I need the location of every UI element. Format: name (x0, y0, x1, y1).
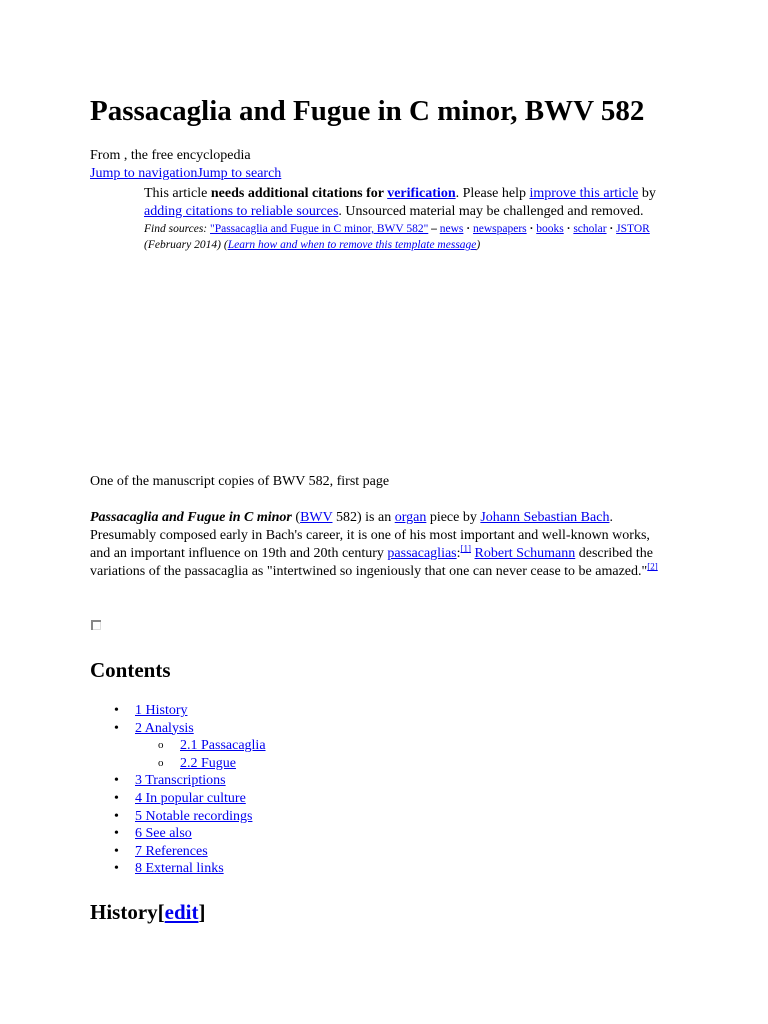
toc-item (90, 808, 266, 826)
toc-item (90, 860, 266, 878)
learn-remove-link[interactable]: Learn how and when to remove this template message (227, 239, 477, 251)
notice-text-segment: . Unsourced material may be challenged and removed. (338, 204, 644, 219)
notice-text (144, 185, 664, 221)
bullet-icon: • (114, 808, 119, 824)
toc-link[interactable]: 1 History (135, 703, 188, 718)
books-link[interactable]: books (536, 223, 564, 235)
toc-link[interactable]: 2.1 Passacaglia (180, 738, 266, 754)
organ-link[interactable]: organ (394, 510, 427, 525)
toc-item (90, 755, 266, 773)
lead-text: ( (291, 510, 301, 525)
lead-text: 582) is an (332, 510, 395, 525)
adding-citations-link[interactable]: adding citations to reliable sources (144, 204, 339, 219)
lead-title: Passacaglia and Fugue in C minor (90, 510, 292, 525)
separator: · (463, 223, 473, 235)
passacaglias-link[interactable]: passacaglias (387, 546, 457, 561)
notice-bold: needs additional citations for (210, 186, 388, 201)
toc-item (90, 825, 266, 843)
bullet-icon: • (114, 703, 119, 718)
newspapers-link[interactable]: newspapers (473, 223, 527, 235)
image-caption: One of the manuscript copies of BWV 582, first page (90, 474, 390, 489)
lead-text: : (456, 546, 461, 561)
toc-toggle-checkbox[interactable] (91, 620, 101, 630)
toc-link[interactable]: 2.2 Fugue (180, 755, 236, 771)
toc-item (90, 790, 266, 808)
bullet-icon: • (114, 720, 119, 736)
find-sources-line (144, 221, 664, 253)
schumann-link[interactable]: Robert Schumann (474, 546, 576, 561)
lead-text: . Presumably composed early in Bach's career, it is one of his most important and well-known works, and an important influence on 19th and 20th century (90, 510, 650, 561)
history-heading (90, 898, 205, 926)
lead-text: piece by (426, 510, 481, 525)
news-link[interactable]: news (439, 223, 464, 235)
jump-to-search-link[interactable]: Jump to search (197, 166, 282, 181)
from-line: From , the free encyclopedia (90, 148, 251, 163)
toc-link[interactable]: 5 Notable recordings (135, 808, 253, 824)
toc-item (90, 843, 266, 861)
jump-to-navigation-link[interactable]: Jump to navigation (90, 166, 198, 181)
contents-heading: Contents (90, 658, 171, 682)
toc-link[interactable]: 3 Transcriptions (135, 773, 226, 789)
table-of-contents (90, 702, 266, 878)
notice-text-segment: . Please help (455, 186, 530, 201)
improve-article-link[interactable]: improve this article (529, 186, 639, 201)
checkbox-inner (93, 622, 101, 630)
toc-link[interactable]: 8 External links (135, 861, 224, 877)
history-heading-text: History (90, 900, 158, 924)
reference-1-link[interactable]: [1] (460, 543, 472, 554)
jump-links (90, 165, 281, 182)
dash: – (428, 223, 440, 235)
bach-link[interactable]: Johann Sebastian Bach (480, 510, 610, 525)
toc-link[interactable]: 7 References (135, 843, 208, 859)
find-sources-label: Find sources: (144, 223, 211, 235)
jstor-link[interactable]: JSTOR (616, 223, 650, 235)
notice-text-segment: by (638, 186, 656, 201)
bullet-icon: • (114, 790, 119, 806)
bullet-icon: • (114, 843, 119, 859)
toc-item (90, 702, 266, 720)
bullet-icon: o (158, 756, 164, 769)
reference-2-link[interactable]: [2] (647, 561, 658, 572)
edit-history-link[interactable]: edit (164, 900, 199, 924)
verification-link[interactable]: verification (387, 186, 456, 201)
toc-item (90, 772, 266, 790)
bullet-icon: • (114, 861, 119, 877)
separator: · (563, 223, 574, 235)
notice-text-segment: This article (144, 186, 211, 201)
bullet-icon: o (158, 739, 164, 752)
bracket: [ (157, 900, 165, 924)
bwv-link[interactable]: BWV (300, 510, 333, 525)
bullet-icon: • (114, 826, 119, 842)
scholar-link[interactable]: scholar (573, 223, 607, 235)
toc-link[interactable]: 4 In popular culture (135, 790, 246, 806)
paren: ) (476, 239, 481, 251)
separator: · (606, 223, 617, 235)
bracket: ] (198, 900, 206, 924)
paren: ( (220, 239, 228, 251)
toc-item (90, 720, 266, 738)
find-query-link[interactable]: "Passacaglia and Fugue in C minor, BWV 582" (210, 223, 429, 235)
lead-text: described the variations of the passacaglia as "intertwined so ingeniously that one can never cease to be amazed." (90, 546, 653, 579)
toc-link[interactable]: 2 Analysis (135, 720, 194, 736)
citation-notice (144, 185, 664, 253)
lead-paragraph (90, 509, 665, 581)
page-title: Passacaglia and Fugue in C minor, BWV 582 (90, 95, 645, 127)
notice-date: (February 2014) (144, 239, 221, 251)
toc-link[interactable]: 6 See also (135, 826, 192, 842)
separator: · (526, 223, 537, 235)
toc-item (90, 737, 266, 755)
bullet-icon: • (114, 773, 119, 789)
